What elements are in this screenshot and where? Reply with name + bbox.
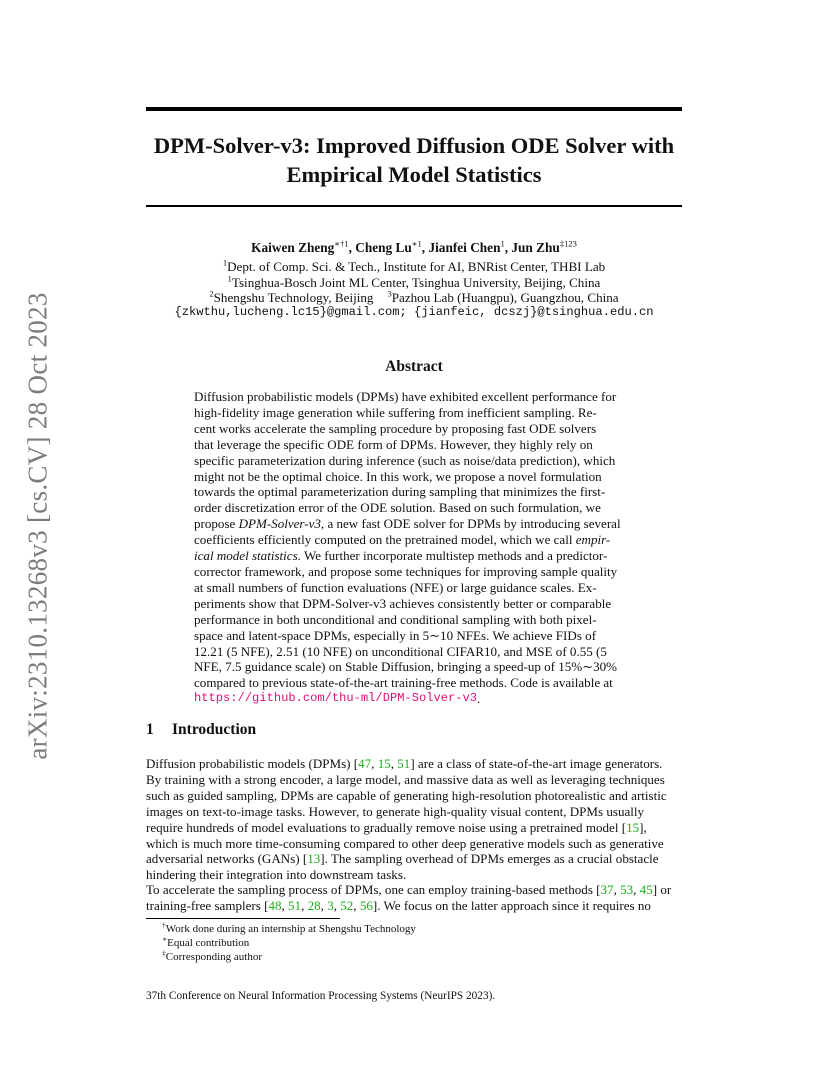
affiliation-marker: 1 xyxy=(227,273,232,284)
intro-paragraph-1 xyxy=(146,756,682,883)
author-sep: , xyxy=(504,240,512,255)
affiliation-1b xyxy=(0,275,828,291)
title-line-2: Empirical Model Statistics xyxy=(286,162,542,187)
footnote-marker: ∗ xyxy=(162,934,168,944)
affiliation-marker: 1 xyxy=(222,257,228,268)
body-line: which is much more time-consuming compared to other deep generative models such as generative xyxy=(146,835,664,851)
title-top-rule xyxy=(146,107,682,111)
citation-link[interactable]: 52 xyxy=(340,897,354,913)
citation-link[interactable]: 51 xyxy=(288,897,302,913)
abstract-line: order discretization error of the ODE solution. Based on such formulation, we xyxy=(194,500,601,516)
footnote-1 xyxy=(162,920,416,935)
affiliation-marker: 3 xyxy=(387,288,392,299)
footnote-text: Corresponding author xyxy=(165,951,262,963)
author-list xyxy=(0,240,828,256)
citation-link[interactable]: 37 xyxy=(600,882,614,897)
citation-link[interactable]: 13 xyxy=(307,851,321,867)
author-name: Kaiwen Zheng xyxy=(251,240,335,255)
abstract-line: 12.21 (5 NFE), 2.51 (10 NFE) on unconditional CIFAR10, and MSE of 0.55 (5 xyxy=(194,643,607,659)
affiliation-1 xyxy=(0,259,828,275)
abstract-line: specific parameterization during inference (such as noise/data prediction), which xyxy=(194,452,616,468)
citation-link[interactable]: 28 xyxy=(307,897,321,913)
citation-link[interactable]: 15 xyxy=(626,819,640,835)
body-line: images on text-to-image tasks. However, to generate high-quality visual content, DPMs usually xyxy=(146,803,645,819)
affiliation-2-3 xyxy=(0,290,828,306)
body-line: To accelerate the sampling process of DPMs, one can employ training-based methods [ 37 , 53 , 45 ] or xyxy=(146,882,672,897)
abstract-line: coefficients efficiently computed on the pretrained model, which we call empir- xyxy=(194,532,611,548)
author-emails: {zkwthu,lucheng.lc15}@gmail.com; {jianfeic, dcszj}@tsinghua.edu.cn xyxy=(174,305,654,319)
abstract-line: periments show that DPM-Solver-v3 achieves consistently better or comparable xyxy=(194,595,612,611)
author-marker: ∗†1 xyxy=(334,238,349,249)
abstract-line: cent works accelerate the sampling procedure by proposing fast ODE solvers xyxy=(194,420,597,436)
author-sep: , xyxy=(348,240,356,255)
abstract-line: performance in both unconditional and conditional sampling with both pixel- xyxy=(194,611,597,627)
body-line: hindering their integration into downstream tasks. xyxy=(146,867,407,883)
body-line: require hundreds of model evaluations to gradually remove noise using a pretrained model [ 15 ], xyxy=(146,819,647,835)
title-bottom-rule xyxy=(146,205,682,207)
abstract-line: propose DPM-Solver-v3 , a new fast ODE solver for DPMs by introducing several xyxy=(194,516,621,532)
footnote-rule xyxy=(146,918,340,919)
author-sep: , xyxy=(421,240,429,255)
code-link[interactable]: https://github.com/thu-ml/DPM-Solver-v3 xyxy=(194,691,478,706)
footnote-marker: ‡ xyxy=(162,948,166,958)
title-line-1: DPM-Solver-v3: Improved Diffusion ODE Solver with xyxy=(153,133,675,158)
affiliation-text: Tsinghua-Bosch Joint ML Center, Tsinghua University, Beijing, China xyxy=(231,275,601,290)
abstract-line: https://github.com/thu-ml/DPM-Solver-v3 . xyxy=(194,691,481,707)
abstract-line: that leverage the specific ODE form of DPMs. However, they highly rely on xyxy=(194,436,593,452)
abstract-line: towards the optimal parameterization during sampling that minimizes the first- xyxy=(194,484,606,500)
body-line: such as guided sampling, DPMs are capable of generating high-resolution photorealistic and artistic xyxy=(146,787,667,803)
abstract-line: at small numbers of function evaluations (NFE) or large guidance scales. Ex- xyxy=(194,579,597,595)
footnote-text: Equal contribution xyxy=(167,937,250,949)
arxiv-stamp-text: arXiv:2310.13268v3 [cs.CV] 28 Oct 2023 xyxy=(22,292,53,760)
footnote-text: Work done during an internship at Shengshu Technology xyxy=(165,923,416,935)
citation-link[interactable]: 47 xyxy=(358,756,372,771)
abstract-heading: Abstract xyxy=(385,358,443,375)
citation-link[interactable]: 53 xyxy=(620,882,634,897)
citation-link[interactable]: 56 xyxy=(359,897,373,913)
abstract-line: compared to previous state-of-the-art training-free methods. Code is available at xyxy=(194,675,613,691)
body-line: training-free samplers [ 48 , 51 , 28 , 3 , 52 , 56 ]. We focus on the latter approach since it requires no xyxy=(146,897,651,913)
author-marker: 1 xyxy=(500,238,505,249)
abstract-line: Diffusion probabilistic models (DPMs) have exhibited excellent performance for xyxy=(194,389,617,404)
footnote-2 xyxy=(162,934,250,949)
abstract-line: corrector framework, and propose some techniques for improving sample quality xyxy=(194,563,618,579)
affiliation-text: Dept. of Comp. Sci. & Tech., Institute for AI, BNRist Center, THBI Lab xyxy=(227,259,606,274)
section-number: 1 xyxy=(146,721,154,738)
venue-note: 37th Conference on Neural Information Processing Systems (NeurIPS 2023). xyxy=(146,990,496,1002)
body-line: Diffusion probabilistic models (DPMs) [ 47 , 15 , 51 ] are a class of state-of-the-art image generators. xyxy=(146,756,663,771)
author-name: Jianfei Chen xyxy=(428,240,501,255)
author-name: Cheng Lu xyxy=(355,240,412,255)
abstract-body xyxy=(194,389,634,707)
footnote-marker: † xyxy=(162,920,166,930)
affiliation-text: Pazhou Lab (Huangpu), Guangzhou, China xyxy=(391,290,619,305)
citation-link[interactable]: 51 xyxy=(397,756,411,771)
citation-link[interactable]: 48 xyxy=(268,897,282,913)
method-name: DPM-Solver-v3 xyxy=(238,516,321,532)
abstract-line: high-fidelity image generation while suffering from inefficient sampling. Re- xyxy=(194,404,597,420)
body-line: By training with a strong encoder, a large model, and massive data as well as leveraging techniques xyxy=(146,771,665,787)
footnote-3 xyxy=(162,948,262,963)
citation-link[interactable]: 15 xyxy=(377,756,391,771)
abstract-line: ical model statistics . We further incorporate multistep methods and a predictor- xyxy=(194,548,608,564)
body-line: adversarial networks (GANs) [ 13 ]. The sampling overhead of DPMs emerges as a crucial obstacle xyxy=(146,851,659,867)
author-marker: ‡123 xyxy=(559,238,577,249)
intro-paragraph-2 xyxy=(146,882,682,914)
citation-link[interactable]: 45 xyxy=(639,882,653,897)
section-title: Introduction xyxy=(172,721,257,738)
affiliation-marker: 2 xyxy=(209,288,214,299)
abstract-line: NFE, 7.5 guidance scale) on Stable Diffusion, bringing a speed-up of 15%∼30% xyxy=(194,659,618,675)
section-heading xyxy=(146,721,256,739)
abstract-line: space and latent-space DPMs, especially in 5∼10 NFEs. We achieve FIDs of xyxy=(194,627,597,643)
citation-link[interactable]: 3 xyxy=(327,897,334,913)
author-name: Jun Zhu xyxy=(511,240,560,255)
paper-title xyxy=(100,131,728,189)
affiliation-text: Shengshu Technology, Beijing xyxy=(213,290,374,305)
abstract-line: might not be the optimal choice. In this work, we propose a novel formulation xyxy=(194,468,602,484)
author-marker: ∗1 xyxy=(411,238,422,249)
